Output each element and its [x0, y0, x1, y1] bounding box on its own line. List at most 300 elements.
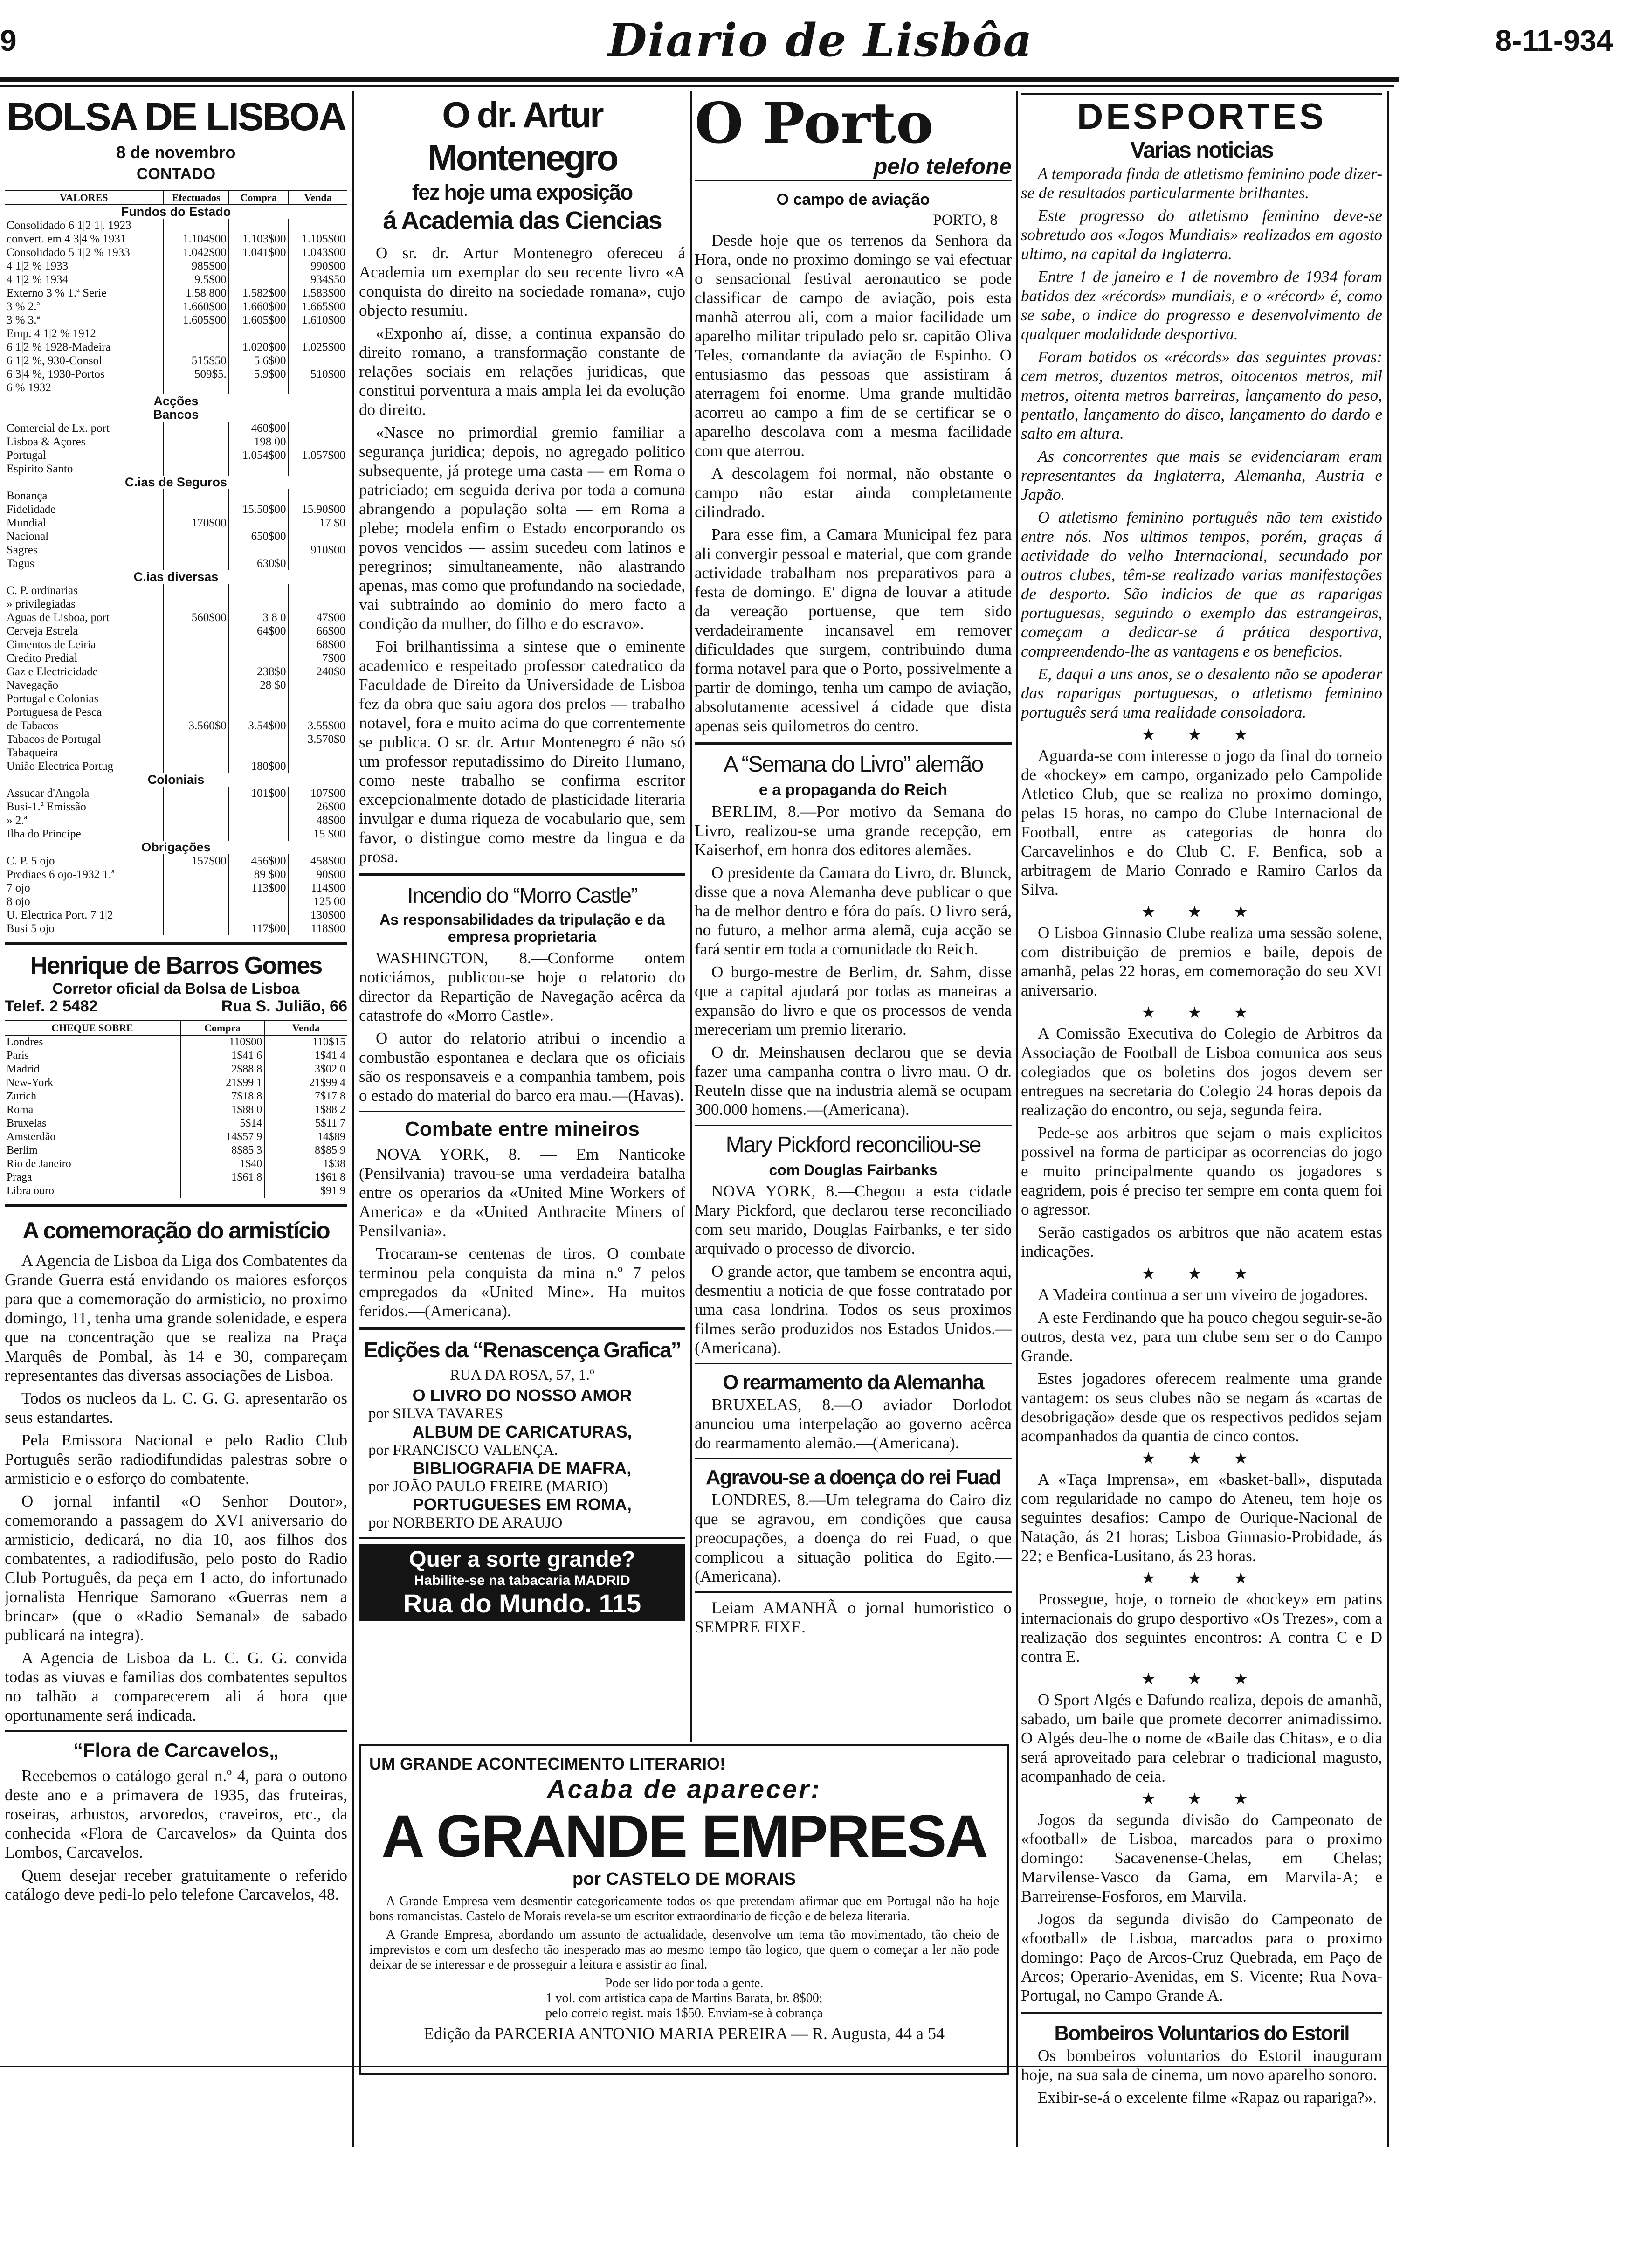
corretor-address: Rua S. Julião, 66: [221, 997, 347, 1015]
bolsa-header-cell: Efectuados: [164, 190, 229, 205]
table-cell: 8 ojo: [7, 895, 30, 908]
table-cell: [164, 340, 229, 354]
table-cell: Cimentos de Leiria: [7, 638, 96, 651]
table-row: [5, 922, 347, 935]
table-cell: Roma: [7, 1104, 34, 1116]
section-divider-stars: ★ ★ ★: [1141, 1004, 1262, 1022]
sorte-line2: Habilite-se na tabacaria MADRID: [414, 1573, 630, 1588]
table-cell: Aguas de Lisboa, port: [7, 611, 110, 624]
table-cell: 17 $0: [289, 516, 348, 530]
paragraph: Foram batidos os «récords» das seguintes provas: cem metros, duzentos metros, oitocentos metros, mil metros, oitenta metros barreiras, lançamento do peso, pentatlo, lançamento do disco, lançamento do dardo e salto em altura.: [1021, 348, 1382, 443]
table-cell: [164, 733, 229, 746]
paragraph: O presidente da Camara do Livro, dr. Blunck, disse que a nova Alemanha deve publicar o que ha de melhor dentro e fóra do país. O livro será, no futuro, a melhor arma alemã, cuja acção se fará sentir em toda a comunidade do Reich.: [695, 864, 1012, 958]
table-row: [5, 530, 347, 543]
table-cell: Nacional: [7, 530, 49, 543]
mineiros-title: Combate entre mineiros: [405, 1118, 640, 1141]
section-divider-stars: ★ ★ ★: [1141, 904, 1262, 921]
table-row: [5, 557, 347, 570]
porto-dateline: PORTO, 8: [933, 212, 998, 228]
paragraph: Desde hoje que os terrenos da Senhora da Hora, onde no proximo domingo se vai efectuar o sensacional festival aeronautico se pode classificar de campo de aviação, pois esta manhã aterrou ali, com a maior facilidade um aparelho militar tripulado pelo sr. capitão Oliva Teles, comandante da aviação de Espinho. O entusiasmo das pessoas que assistiram á aterragem foi enorme. Uma grande multidão acorreu ao campo a fim de se certificar se o aparelho descolava com a mesma facilidade com que aterrou.: [695, 231, 1012, 460]
table-cell: 64$00: [229, 624, 289, 638]
table-cell: 1$41 6: [180, 1049, 264, 1063]
table-cell: 3 % 3.ª: [7, 314, 40, 326]
bolsa-header-cell: Venda: [289, 190, 348, 205]
bolsa-section-subtitle: Bancos: [153, 408, 199, 422]
table-cell: [229, 651, 289, 665]
table-cell: [164, 584, 229, 597]
table-cell: [289, 530, 348, 543]
table-cell: 1$88 0: [180, 1103, 264, 1117]
table-cell: 8$85 3: [180, 1144, 264, 1157]
table-cell: 560$00: [164, 611, 229, 624]
table-cell: 15.90$00: [289, 503, 348, 516]
table-row: [5, 435, 347, 449]
grande-empresa-ad: [359, 1744, 1009, 2075]
table-row: [5, 1103, 347, 1117]
table-cell: [164, 462, 229, 476]
table-cell: União Electrica Portug: [7, 760, 114, 773]
table-row: [5, 1171, 347, 1184]
ge-p4: 1 vol. com artistica capa de Martins Barata, br. 8$00;: [545, 1991, 823, 2005]
paragraph: «Nasce no primordial gremio familiar a segurança juridica; depois, no agregado politico subsequente, já protege uma casta — em Roma o patriciado; em seguida deriva por toda a comuna abrangendo a população solta — em Roma a plebe; modela enfim o Estado encorporando os povos vencidos — assim sucedeu com latinos e peregrinos; simultaneamente, não alastrando apenas, mas como que profundando na sociedade, vai subtraindo ao dominio do mero facto a condição da mulher, do filho e do escravo».: [359, 423, 685, 633]
table-cell: Zurich: [7, 1090, 36, 1102]
paragraph: O dr. Meinshausen declarou que se devia fazer uma campanha contra o livro mau. O dr. Reuteln disse que na industria alemã se ocupam 300.000 homens.—(Americana).: [695, 1043, 1012, 1119]
table-row: [5, 367, 347, 381]
table-cell: [229, 219, 289, 232]
montenegro-sub1: fez hoje uma exposição: [412, 180, 633, 204]
table-cell: [229, 381, 289, 394]
table-cell: Lisboa & Açores: [7, 436, 86, 448]
ge-acaba: Acaba de aparecer:: [547, 1774, 821, 1804]
paragraph: Aguarda-se com interesse o jogo da final do torneio de «hockey» em campo, organizado pelo Campolide Atletico Club, que se realiza no proximo domingo, pelas 15 horas, no campo do Clube Internacional de Football, entre as categorias de honra do Carcavelinhos e do Club C. F. Benfica, sob a arbitragem de Mario Conrado e Ramiro Carlos da Silva.: [1021, 747, 1382, 899]
fuad-article: [695, 1490, 1012, 1586]
table-cell: [229, 597, 289, 611]
table-cell: 6 1|2 %, 930-Consol: [7, 354, 103, 367]
table-cell: 5 6$00: [229, 354, 289, 367]
bolsa-section-title: C.ias diversas: [133, 570, 219, 584]
table-row: [5, 760, 347, 773]
table-row: [5, 746, 347, 760]
table-cell: [164, 665, 229, 678]
sorte-line3: Rua do Mundo. 115: [403, 1589, 641, 1618]
table-row: [5, 814, 347, 827]
table-cell: [289, 597, 348, 611]
table-cell: [164, 422, 229, 435]
column-rule: [1387, 91, 1389, 2147]
table-cell: 6 1|2 % 1928-Madeira: [7, 341, 111, 353]
paragraph: A Agencia de Lisboa da Liga dos Combatentes da Grande Guerra está envidando os maiores esforços para que a comemoração do armisticio, no proximo domingo, 11, tenha uma grande solenidade, e espera que na concentração que se realiza na Praça Marquês de Pombal, às 14 e 30, compareçam representantes das diversas associações de Lisboa.: [5, 1252, 347, 1384]
porto-title: O Porto: [695, 93, 934, 156]
table-cell: 1.665$00: [289, 300, 348, 313]
table-cell: [164, 557, 229, 570]
table-row: [5, 692, 347, 705]
table-cell: Berlim: [7, 1144, 38, 1156]
ge-title: A GRANDE EMPRESA: [381, 1803, 987, 1870]
table-cell: [164, 746, 229, 760]
table-cell: Portugal e Colonias: [7, 692, 99, 705]
table-cell: 1.104$00: [164, 232, 229, 246]
ge-p1: A Grande Empresa vem desmentir categoricamente todos os que pretendam afirmar que em Portugal não ha hoje bons romancistas. Castelo de Morais revela-se um escritor extraordinario de ficção e de beleza literaria.: [369, 1894, 999, 1923]
table-cell: [289, 422, 348, 435]
paragraph: Recebemos o catálogo geral n.º 4, para o outono deste ano e a primavera de 1935, das fruteiras, roseiras, arbustos, arvoredos, craveiros, etc., da conhecida «Flora de Carcavelos» da Quinta dos Lombos, Carcavelos.: [5, 1767, 347, 1861]
table-row: [5, 300, 347, 313]
paragraph: BERLIM, 8.—Por motivo da Semana do Livro, realizou-se uma grande recepção, em Kaiserhof, em honra dos editores alemães.: [695, 802, 1012, 859]
rearmamento-title: O rearmamento da Alemanha: [723, 1371, 984, 1394]
table-cell: [289, 678, 348, 692]
table-cell: Tabaqueira: [7, 747, 58, 759]
column-rule: [1016, 91, 1018, 2147]
armisticio-article: [5, 1251, 347, 1725]
table-cell: 4 1|2 % 1934: [7, 273, 69, 286]
paragraph: Para esse fim, a Camara Municipal fez para ali convergir pessoal e material, que com grande actividade trabalham nos preparativos para a festa de domingo. E' digna de louvar a atitude da vereação portuense, que tem sido verdadeiramente incansavel em remover dificuldades que surgem, contribuindo duma forma notavel para que o Porto, possivelmente a partir de domingo, tenha um campo de aviação, absolutamente acessivel á cidade que dista apenas seis quilometros do centro.: [695, 526, 1012, 735]
table-cell: 113$00: [229, 881, 289, 895]
bolsa-table-header: [5, 190, 347, 205]
table-row: [5, 638, 347, 651]
table-cell: 910$00: [289, 543, 348, 557]
table-cell: 7$17 8: [264, 1090, 347, 1103]
table-cell: 14$57 9: [180, 1130, 264, 1144]
renascenca-book-author: por FRANCISCO VALENÇA.: [368, 1442, 558, 1459]
table-cell: 110$15: [264, 1035, 347, 1049]
pickford-title: Mary Pickford reconciliou-se: [725, 1133, 981, 1157]
table-cell: [164, 449, 229, 462]
paragraph: O Sport Algés e Dafundo realiza, depois de amanhã, sabado, um baile que promete decorrer animadissimo. O Algés deu-lhe o nome de «Baile das Chitas», e o dia será aproveitado para celebrar o tradicional magusto, acompanhado de ceia.: [1021, 1691, 1382, 1785]
paragraph: Jogos da segunda divisão do Campeonato de «football» de Lisboa, marcados para o proximo domingo: Paço de Arcos-Cruz Quebrada, em Paço de Arcos; Operario-Avenidas, em S. Vicente; Rua Nova-Portugal, no Campo Grande A.: [1021, 1910, 1382, 2005]
bolsa-title: BOLSA DE LISBOA: [7, 95, 345, 138]
table-cell: 1$88 2: [264, 1103, 347, 1117]
table-cell: 1.605$00: [164, 313, 229, 327]
table-row: [5, 503, 347, 516]
corretor-name: Henrique de Barros Gomes: [30, 952, 322, 979]
table-cell: 630$0: [229, 557, 289, 570]
table-cell: 7 ojo: [7, 882, 30, 894]
table-row: [5, 1076, 347, 1090]
table-cell: Consolidado 6 1|2 1|. 1923: [7, 219, 131, 232]
fuad-title: Agravou-se a doença do rei Fuad: [705, 1466, 1001, 1489]
table-cell: [289, 354, 348, 367]
table-cell: convert. em 4 3|4 % 1931: [7, 233, 126, 245]
table-cell: [164, 381, 229, 394]
table-cell: 5$14: [180, 1117, 264, 1130]
table-row: [5, 800, 347, 814]
table-cell: Credito Predial: [7, 652, 78, 664]
table-cell: [229, 800, 289, 814]
table-cell: [229, 516, 289, 530]
table-cell: 1$61 8: [264, 1171, 347, 1184]
table-cell: Amsterdão: [7, 1131, 56, 1143]
table-cell: [164, 503, 229, 516]
paragraph: As concorrentes que mais se evidenciaram eram representantes da Inglaterra, Alemanha, Austria e Japão.: [1021, 447, 1382, 504]
table-row: [5, 678, 347, 692]
table-cell: 5.9$00: [229, 367, 289, 381]
table-cell: [164, 908, 229, 922]
paragraph: Trocaram-se centenas de tiros. O combate terminou pela conquista da mina n.º 7 pelos empregados da «United Mine». Ha muitos feridos.—(Americana).: [359, 1245, 685, 1320]
paragraph: Exibir-se-á o excelente filme «Rapaz ou rapariga?».: [1038, 2088, 1377, 2107]
renascenca-book-author: por JOÃO PAULO FREIRE (MARIO): [368, 1478, 608, 1495]
table-cell: 1.043$00: [289, 246, 348, 259]
paragraph: Quem desejar receber gratuitamente o referido catálogo deve pedi-lo pelo telefone Carcavelos, 48.: [5, 1866, 347, 1903]
table-row: [5, 327, 347, 340]
table-cell: [164, 692, 229, 705]
table-row: [5, 1063, 347, 1076]
table-cell: [289, 435, 348, 449]
table-cell: 28 $0: [229, 678, 289, 692]
table-cell: 66$00: [289, 624, 348, 638]
table-cell: Emp. 4 1|2 % 1912: [7, 327, 96, 340]
table-cell: 650$00: [229, 530, 289, 543]
table-row: [5, 1157, 347, 1171]
bolsa-header-cell: Compra: [229, 190, 289, 205]
bombeiros-title: Bombeiros Voluntarios do Estoril: [1054, 2022, 1349, 2045]
table-row: [5, 1090, 347, 1103]
paragraph: Os bombeiros voluntarios do Estoril inauguram hoje, na sua sala de cinema, um novo aparelho sonoro.: [1021, 2047, 1382, 2084]
column-montenegro: [359, 93, 685, 1744]
table-cell: 3 % 2.ª: [7, 300, 40, 313]
paragraph: Todos os nucleos da L. C. G. G. apresentarão os seus estandartes.: [5, 1389, 347, 1426]
table-row: [5, 1130, 347, 1144]
page-number: 9: [0, 24, 17, 57]
montenegro-sub2: á Academia das Ciencias: [383, 207, 662, 235]
semana-title: A “Semana do Livro” alemão: [723, 752, 983, 777]
table-cell: 48$00: [289, 814, 348, 827]
bolsa-section-title: Coloniais: [147, 773, 205, 787]
table-row: [5, 624, 347, 638]
table-cell: 130$00: [289, 908, 348, 922]
table-cell: 1$61 8: [180, 1171, 264, 1184]
table-cell: » privilegiadas: [7, 598, 76, 610]
table-cell: [164, 895, 229, 908]
table-cell: [289, 381, 348, 394]
table-cell: [289, 489, 348, 503]
table-cell: [229, 733, 289, 746]
table-cell: 456$00: [229, 854, 289, 868]
table-row: [5, 286, 347, 300]
table-cell: 1.610$00: [289, 313, 348, 327]
table-cell: [229, 462, 289, 476]
paragraph: Foi brilhantissima a sintese que o eminente academico e respeitado professor catedratico da Faculdade de Direito da Universidade de Lisboa fez da obra que saiu agora dos prelos — trabalho notavel, fora e muito acima do que correntemente se publica. O sr. dr. Artur Montenegro é não só um professor reputadissimo do Direito Humano, como neste trabalho se confirma escritor excepcionalmente dotado de plasticidade literaria invulgar e duma riqueza de vocabulario que, sem favor, o distingue como mestre da lingua e da prosa.: [359, 637, 685, 866]
table-cell: 460$00: [229, 422, 289, 435]
column-porto: [695, 93, 1012, 1744]
masthead-rule: [0, 77, 1399, 82]
table-cell: U. Electrica Port. 7 1|2: [7, 909, 113, 921]
table-cell: [229, 489, 289, 503]
bolsa-header-cell: VALORES: [5, 190, 164, 205]
paragraph: Estes jogadores oferecem realmente uma grande vantagem: os seus clubes não se negam ás «cartas de desobrigação» desde que os respectivos pedidos sejam acompanhados da quantia de cinco contos.: [1021, 1369, 1382, 1445]
paragraph: O grande actor, que tambem se encontra aqui, desmentiu a noticia de que fosse contratado por uma casa londrina. Todos os seus proximos filmes serão produzidos nos Estados Unidos.—(Americana).: [695, 1262, 1012, 1357]
table-cell: 114$00: [289, 881, 348, 895]
paragraph: Serão castigados os arbitros que não acatem estas indicações.: [1021, 1223, 1382, 1260]
paragraph: A Agencia de Lisboa da L. C. G. G. convida todas as viuvas e familias dos combatentes sepultos no talhão a comparecerem ali á hora que oportunamente será indicada.: [5, 1649, 347, 1724]
table-row: [5, 881, 347, 895]
section-divider-stars: ★ ★ ★: [1141, 726, 1262, 744]
table-cell: 1$40: [180, 1157, 264, 1171]
table-cell: 510$00: [289, 367, 348, 381]
bottom-rule: [0, 2066, 1387, 2067]
table-cell: 157$00: [164, 854, 229, 868]
cheques-header-cell: Compra: [180, 1021, 264, 1035]
bolsa-section-title: Acções: [153, 394, 199, 408]
semana-article: [695, 802, 1012, 1119]
masthead: [0, 14, 1641, 75]
table-cell: 990$00: [289, 259, 348, 273]
table-cell: Bonança: [7, 490, 48, 502]
desportes-sub: Varias noticias: [1130, 138, 1273, 163]
paragraph: WASHINGTON, 8.—Conforme ontem noticiámos, publicou-se hoje o relatorio do director da Repartição de Navegação acêrca da catastrofe do «Morro Castle».: [359, 949, 685, 1024]
table-cell: Sagres: [7, 544, 38, 556]
renascenca-book-title: O LIVRO DO NOSSO AMOR: [412, 1386, 632, 1405]
desportes-atletismo: [1021, 164, 1382, 722]
column-rule: [352, 91, 354, 2147]
desportes-title: DESPORTES: [1021, 93, 1382, 137]
porto-subtitle: pelo telefone: [695, 154, 1012, 181]
table-cell: 170$00: [164, 516, 229, 530]
corretor-phone: Telef. 2 5482: [5, 997, 98, 1015]
table-cell: 47$00: [289, 611, 348, 624]
table-cell: 1.103$00: [229, 232, 289, 246]
table-cell: 1.605$00: [229, 313, 289, 327]
table-cell: » 2.ª: [7, 814, 28, 827]
armisticio-title: A comemoração do armistício: [22, 1217, 330, 1244]
table-cell: Tagus: [7, 557, 34, 570]
table-cell: [229, 543, 289, 557]
table-cell: [164, 327, 229, 340]
paragraph: E, daqui a uns anos, se o desalento não se apoderar das raparigas portuguesas, o atletismo feminino português será uma realidade consoladora.: [1021, 665, 1382, 721]
section-divider-stars: ★ ★ ★: [1141, 1791, 1262, 1808]
table-cell: [289, 584, 348, 597]
bolsa-section-title: Fundos do Estado: [121, 205, 231, 219]
cheques-table-header: [5, 1021, 347, 1035]
table-cell: Cerveja Estrela: [7, 625, 78, 637]
renascenca-title: Edições da “Renascença Grafica”: [364, 1338, 681, 1362]
paragraph: A este Ferdinando que ha pouco chegou seguir-se-ão outros, desta vez, para um clube sem ser o do Campo Grande.: [1021, 1308, 1382, 1365]
table-cell: [164, 624, 229, 638]
table-cell: 1.660$00: [164, 300, 229, 313]
table-cell: [164, 638, 229, 651]
table-cell: 515$50: [164, 354, 229, 367]
paragraph: A Madeira continua a ser um viveiro de jogadores.: [1038, 1286, 1368, 1304]
table-cell: 89 $00: [229, 868, 289, 881]
table-row: [5, 273, 347, 286]
table-cell: Londres: [7, 1036, 43, 1048]
table-cell: [289, 760, 348, 773]
table-cell: 6 % 1932: [7, 381, 51, 394]
table-row: [5, 584, 347, 597]
table-cell: 1.58 800: [164, 286, 229, 300]
table-cell: [164, 530, 229, 543]
table-cell: [229, 827, 289, 841]
table-cell: C. P. 5 ojo: [7, 855, 55, 867]
paragraph: A descolagem foi normal, não obstante o campo não estar ainda completamente cilindrado.: [695, 464, 1012, 521]
table-cell: 240$0: [289, 665, 348, 678]
table-row: [5, 219, 347, 232]
table-cell: 180$00: [229, 760, 289, 773]
flora-title: “Flora de Carcavelos„: [73, 1739, 279, 1761]
table-cell: 198 00: [229, 435, 289, 449]
issue-date: 8-11-934: [1495, 24, 1613, 57]
semana-sub: e a propaganda do Reich: [758, 781, 948, 799]
table-cell: Comercial de Lx. port: [7, 422, 110, 435]
paragraph: Entre 1 de janeiro e 1 de novembro de 1934 foram batidos dez «récords» mundiais, e o «récord» é, como se sabe, o indice do progresso e desenvolvimento de qualquer modalidade desportiva.: [1021, 268, 1382, 343]
table-cell: [289, 327, 348, 340]
table-cell: 90$00: [289, 868, 348, 881]
cheques-header-cell: Venda: [264, 1021, 347, 1035]
table-cell: Bruxelas: [7, 1117, 47, 1129]
bolsa-table: [5, 190, 347, 935]
paragraph: NOVA YORK, 8.—Chegou a esta cidade Mary Pickford, que declarou terse reconciliado com seu marido, Douglas Fairbanks, e ter sido arquivado o processo de divorcio.: [695, 1182, 1012, 1258]
table-cell: [164, 678, 229, 692]
paragraph: NOVA YORK, 8. — Em Nanticoke (Pensilvania) travou-se uma verdadeira batalha entre os operarios da «United Mine Workers of America» e da «United Anthracite Miners of Pensilvania».: [359, 1145, 685, 1240]
table-row: [5, 313, 347, 327]
table-cell: Navegação: [7, 679, 59, 691]
table-cell: [164, 922, 229, 935]
section-divider-stars: ★ ★ ★: [1141, 1265, 1262, 1283]
bombeiros-article: [1021, 2046, 1382, 2107]
table-cell: [164, 219, 229, 232]
montenegro-article: [359, 243, 685, 866]
table-cell: 1.054$00: [229, 449, 289, 462]
table-cell: [229, 638, 289, 651]
table-row: [5, 1117, 347, 1130]
column-rule: [690, 91, 692, 1742]
table-cell: 934$50: [289, 273, 348, 286]
porto-article: [695, 231, 1012, 735]
table-row: [5, 232, 347, 246]
paragraph: A «Taça Imprensa», em «basket-ball», disputada com regularidade no campo do Ateneu, tem hoje os seguintes desafios: Campo de Ourique-Nacional de Natação, ás 21 horas; Lisboa Ginnasio-Probidade, ás 22; e Benfica-Lusitano, ás 23 horas.: [1021, 1470, 1382, 1565]
masthead-rule-thin: [0, 85, 1394, 87]
table-cell: Busi 5 ojo: [7, 922, 55, 935]
table-cell: Gaz e Electricidade: [7, 665, 98, 678]
table-row: [5, 787, 347, 800]
table-row: [5, 1184, 347, 1198]
table-cell: [164, 543, 229, 557]
table-cell: [229, 746, 289, 760]
table-cell: [229, 705, 289, 719]
paragraph: BRUXELAS, 8.—O aviador Dorlodot anunciou uma interpelação ao governo acêrca do rearmamento alemão.—(Americana).: [695, 1396, 1012, 1452]
bolsa-subtitle2: CONTADO: [136, 165, 216, 183]
table-cell: [164, 814, 229, 827]
paragraph: Prossegue, hoje, o torneio de «hockey» em patins internacionais do grupo desportivo «Os Trezes», com a realização dos seguintes encontros: A contra C e D contra E.: [1021, 1590, 1382, 1666]
table-row: [5, 516, 347, 530]
table-cell: [289, 746, 348, 760]
bolsa-subtitle: 8 de novembro: [116, 143, 236, 162]
table-row: [5, 381, 347, 394]
table-cell: [289, 705, 348, 719]
table-cell: 1.025$00: [289, 340, 348, 354]
table-cell: 1$41 4: [264, 1049, 347, 1063]
table-cell: [164, 881, 229, 895]
corretor-line: Corretor oficial da Bolsa de Lisboa: [52, 980, 300, 997]
table-row: [5, 719, 347, 733]
table-cell: [229, 327, 289, 340]
table-cell: [164, 435, 229, 449]
table-row: [5, 422, 347, 435]
sorte-ad: [359, 1544, 685, 1621]
morro-article: [359, 948, 685, 1105]
table-cell: Ilha do Principe: [7, 828, 81, 840]
table-cell: Portuguesa de Pesca: [7, 706, 102, 719]
ge-p6: Edição da PARCERIA ANTONIO MARIA PEREIRA — R. Augusta, 44 a 54: [423, 2024, 945, 2043]
table-cell: 15 $00: [289, 827, 348, 841]
table-row: [5, 733, 347, 746]
table-cell: Rio de Janeiro: [7, 1158, 71, 1170]
table-cell: 101$00: [229, 787, 289, 800]
rearmamento-article: [695, 1395, 1012, 1452]
table-cell: Prediaes 6 ojo-1932 1.ª: [7, 868, 115, 881]
table-cell: 3.560$0: [164, 719, 229, 733]
table-cell: [289, 557, 348, 570]
table-cell: 1.582$00: [229, 286, 289, 300]
section-divider-stars: ★ ★ ★: [1141, 1450, 1262, 1467]
